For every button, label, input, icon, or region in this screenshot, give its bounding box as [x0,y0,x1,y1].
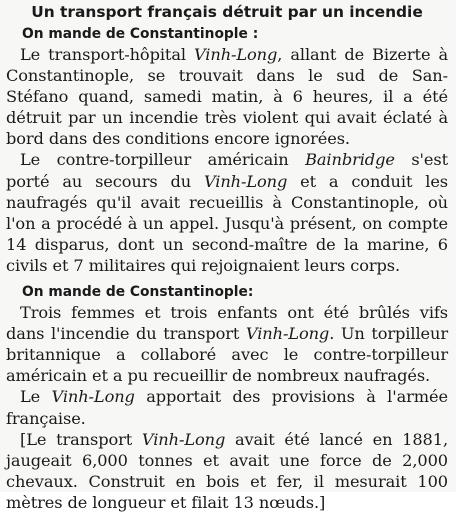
text-run: Le [20,387,52,407]
italic-name: Vinh-Long [51,387,135,407]
bracketed-note [6,429,448,513]
text-run: . Un torpilleur britannique a collaboré avec le contre-torpilleur américain et a pu recueillir de nombreux naufragés. [6,324,448,386]
text-run: Le transport-hôpital [20,45,194,64]
paragraph [6,302,448,386]
spacer [6,276,448,283]
italic-name: Vinh-Long [193,45,278,64]
text-run: [Le transport [20,429,142,449]
italic-name: Bainbridge [305,150,395,170]
dateline: On mande de Constantinople: [22,284,254,301]
paragraph [6,386,448,428]
text-run: Trois femmes et trois enfants ont été brûlés vifs dans l'incendie du transport [6,303,448,344]
article-headline: Un transport français détruit par un incendie [31,3,423,21]
dateline: On mande de Constantinople : [22,26,259,42]
paragraph [6,44,448,149]
text-run: Le contre-torpilleur américain [20,150,306,170]
italic-name: Vinh-Long [245,324,330,344]
text-run: avait été lancé en 1881, jaugeait 6,000 tonnes et avait une force de 2,000 chevaux. Construit en bois et fer, il mesurait 100 mètres de longueur et filait 13 nœuds.] [6,429,448,512]
text-run: s'est porté au secours du [6,150,448,191]
text-run: , allant de Bizerte à Constantinople, se trouvait dans le sud de San-Stéfano quand, samedi matin, à 6 heures, il a été détruit par un incendie très violent qui avait éclaté à bord dans des conditions encore ignorées. [6,45,449,149]
text-run: apportait des provisions à l'armée française. [6,387,448,428]
italic-name: Vinh-Long [203,171,288,191]
text-run: et a conduit les naufragés qu'il avait recueillis à Constantinople, où l'on a procédé à un appel. Jusqu'à présent, on compte 14 disparus, dont un second-maître de la marine, 6 civils et 7 militaires qui rejoignaient leurs corps. [6,171,449,275]
paragraph [6,149,448,276]
italic-name: Vinh-Long [141,429,226,449]
